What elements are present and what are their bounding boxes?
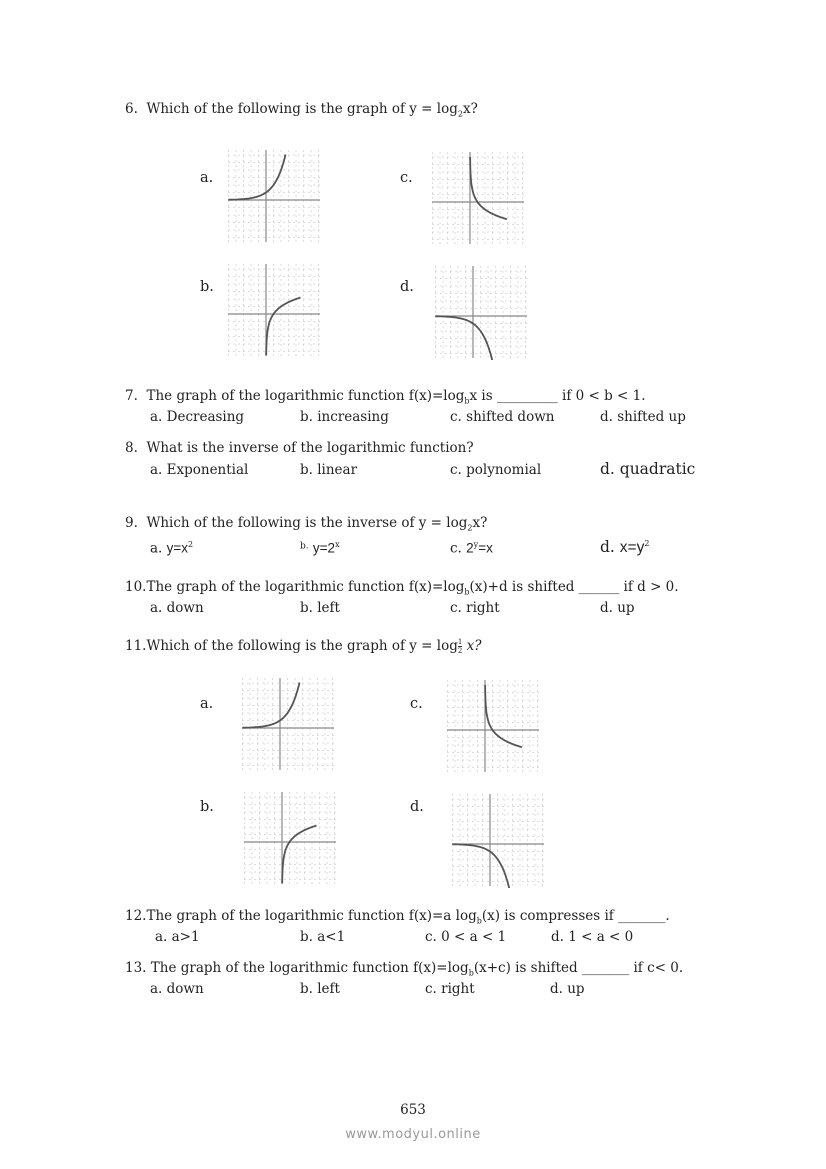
option-sup: y xyxy=(473,540,479,549)
q-text: The graph of the logarithmic function f(x)=a log xyxy=(146,908,477,924)
option-c[interactable]: c. right xyxy=(450,600,500,616)
graph-label-d: d. xyxy=(400,279,414,295)
q-number: 11. xyxy=(125,638,147,654)
function-curve xyxy=(282,826,316,884)
option-c[interactable]: c. 0 < a < 1 xyxy=(425,929,507,945)
q-number: 7. xyxy=(125,388,138,404)
question-11 xyxy=(125,638,481,655)
q-text: x? xyxy=(462,101,478,117)
question-6 xyxy=(125,101,478,123)
q-number: 13. xyxy=(125,960,147,976)
q-text: Which of the following is the graph of y = log xyxy=(146,101,458,117)
option-d[interactable]: d. 1 < a < 0 xyxy=(551,929,634,945)
graph-label-c: c. xyxy=(410,696,423,712)
option-a[interactable]: a. down xyxy=(150,600,204,616)
option-base: y=x xyxy=(166,540,189,556)
option-b[interactable] xyxy=(300,537,340,557)
graph-label-a: a. xyxy=(200,696,214,712)
q-text: What is the inverse of the logarithmic function? xyxy=(146,440,474,456)
q-sub: 2 xyxy=(467,523,473,533)
graph-log-increasing xyxy=(226,262,322,358)
option-prefix: a. xyxy=(150,540,167,557)
option-sup: 2 xyxy=(644,539,650,548)
option-a[interactable]: a. Exponential xyxy=(150,462,249,478)
function-curve xyxy=(470,157,507,219)
option-a[interactable] xyxy=(150,537,193,557)
q-number: 10. xyxy=(125,579,147,595)
q-sub: 2 xyxy=(457,109,463,119)
option-d[interactable]: d. shifted up xyxy=(600,409,686,425)
option-d[interactable]: d. up xyxy=(600,600,635,616)
graph-exponential-increasing xyxy=(226,148,322,244)
question-13 xyxy=(125,960,683,982)
page-number: 653 xyxy=(400,1102,426,1118)
q-text: Which of the following is the graph of y = log xyxy=(146,638,458,654)
question-9 xyxy=(125,515,487,537)
option-c[interactable] xyxy=(450,537,493,557)
option-b[interactable]: b. linear xyxy=(300,462,358,478)
q-number: 9. xyxy=(125,515,138,531)
function-curve xyxy=(229,155,286,200)
function-curve xyxy=(266,298,300,356)
q-sub: b xyxy=(468,968,474,978)
q-text: (x+c) is shifted _______ if c< 0. xyxy=(473,960,684,976)
question-8 xyxy=(125,440,474,456)
graph-label-d: d. xyxy=(410,799,424,815)
option-b[interactable]: b. a<1 xyxy=(300,929,346,945)
function-curve xyxy=(243,683,300,728)
function-curve xyxy=(453,844,510,888)
graph-label-a: a. xyxy=(200,170,214,186)
graph-label-b: b. xyxy=(200,799,214,815)
q-sub: b xyxy=(476,916,482,926)
question-12 xyxy=(125,908,670,930)
option-c[interactable]: c. shifted down xyxy=(450,409,555,425)
q-text: (x)+d is shifted ______ if d > 0. xyxy=(469,579,679,595)
q-text: (x) is compresses if _______. xyxy=(481,908,670,924)
option-prefix: d. xyxy=(600,538,620,557)
option-sup: x xyxy=(335,540,340,549)
option-tail: =x xyxy=(478,540,493,556)
option-prefix: c. xyxy=(450,540,467,557)
option-c[interactable]: c. polynomial xyxy=(450,462,542,478)
option-prefix: b. xyxy=(300,541,309,552)
q-number: 12. xyxy=(125,908,147,924)
q-text: x? xyxy=(462,638,482,654)
graph-label-b: b. xyxy=(200,279,214,295)
graph-log-increasing xyxy=(242,790,338,886)
graph-exponential-increasing xyxy=(240,676,336,772)
graph-label-c: c. xyxy=(400,170,413,186)
q-text: Which of the following is the inverse of y = log xyxy=(146,515,468,531)
frac-num: 1 xyxy=(457,638,463,646)
q-number: 8. xyxy=(125,440,138,456)
q-text: The graph of the logarithmic function f(x)=log xyxy=(146,960,469,976)
q-sub: b xyxy=(464,587,470,597)
question-7 xyxy=(125,388,646,410)
graph-log-decreasing xyxy=(445,678,541,774)
option-d[interactable]: d. up xyxy=(550,981,585,997)
option-a[interactable]: a. a>1 xyxy=(155,929,200,945)
q-text: The graph of the logarithmic function f(x)=log xyxy=(146,388,465,404)
option-c[interactable]: c. right xyxy=(425,981,475,997)
q-number: 6. xyxy=(125,101,138,117)
option-d[interactable] xyxy=(600,536,649,556)
q-text: The graph of the logarithmic function f(x)=log xyxy=(146,579,465,595)
option-d[interactable]: d. quadratic xyxy=(600,460,696,478)
q-sub: b xyxy=(464,396,470,406)
option-base: x=y xyxy=(619,539,645,557)
option-b[interactable]: b. increasing xyxy=(300,409,389,425)
q-text: x? xyxy=(472,515,488,531)
option-sup: 2 xyxy=(188,540,194,549)
option-b[interactable]: b. left xyxy=(300,981,340,997)
option-a[interactable]: a. Decreasing xyxy=(150,409,245,425)
option-base: 2 xyxy=(466,540,474,556)
fraction-one-half xyxy=(458,639,462,655)
question-10 xyxy=(125,579,679,601)
function-curve xyxy=(485,685,522,747)
q-text: x is _________ if 0 < b < 1. xyxy=(469,388,646,404)
graph-log-decreasing xyxy=(430,150,526,246)
graph-negative-exponential xyxy=(433,264,529,360)
option-a[interactable]: a. down xyxy=(150,981,204,997)
frac-den: 2 xyxy=(457,647,463,655)
function-curve xyxy=(436,316,493,360)
graph-negative-exponential xyxy=(450,792,546,888)
option-b[interactable]: b. left xyxy=(300,600,340,616)
watermark: www.modyul.online xyxy=(345,1127,481,1142)
option-base: y=2 xyxy=(312,540,336,556)
